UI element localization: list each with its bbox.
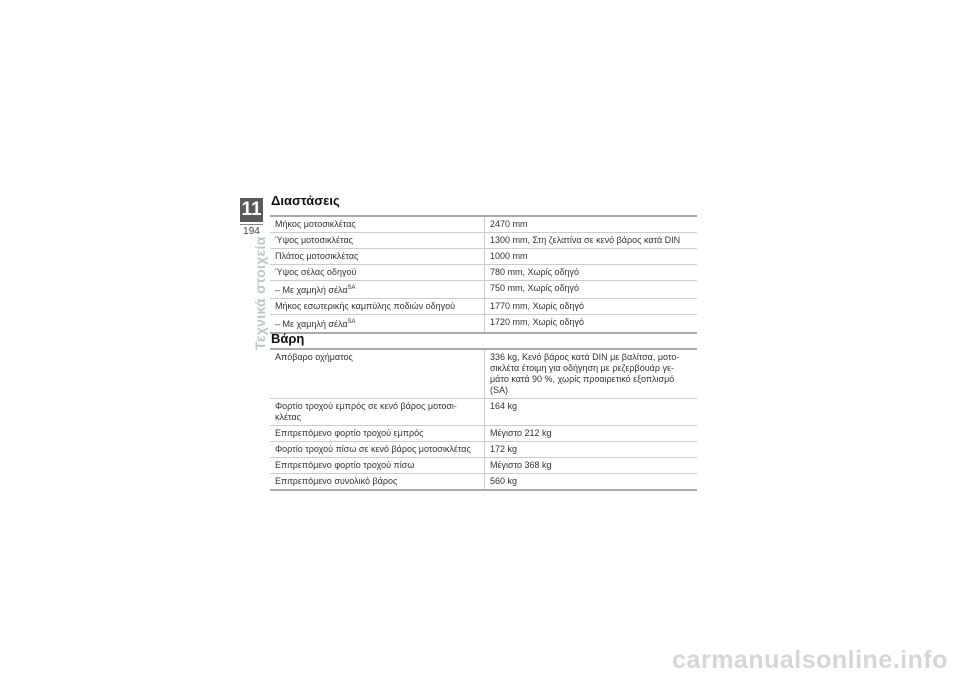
label-text: Μήκος εσωτερικής καμπύλης ποδιών οδηγού (275, 301, 456, 311)
weights-table (270, 348, 697, 491)
table-row (270, 249, 697, 265)
row-label (270, 233, 485, 249)
table-row (270, 399, 697, 426)
table-row (270, 474, 697, 491)
weights-heading: Βάρη (271, 331, 305, 346)
row-value: 1720 mm, Χωρίς οδηγό (490, 317, 585, 327)
page-number: 194 (240, 224, 263, 237)
label-text: – Με χαμηλή σέλα (275, 285, 348, 295)
row-value: 560 kg (490, 476, 518, 486)
row-value: 1000 mm (485, 249, 698, 265)
row-label (270, 474, 485, 491)
row-label (270, 216, 485, 233)
row-value: 336 kg, Κενό βάρος κατά DIN με βαλίτσα, μοτο-σικλέτα έτοιμη για οδήγηση με ρεζερβουάρ γε-μάτο κατά 90 %, χωρίς προαιρετικό εξοπλισμό (SA) (485, 349, 698, 399)
watermark: carmanualsonline.info (672, 646, 948, 674)
label-text: Ύψος μοτοσικλέτας (275, 235, 353, 245)
chapter-number: 11 (241, 199, 262, 220)
row-label (270, 399, 485, 426)
sa-superscript: SA (347, 319, 356, 325)
row-label (270, 265, 485, 281)
row-label (270, 458, 485, 474)
row-value: 2470 mm (485, 216, 698, 233)
label-text: Επιτρεπόμενο φορτίο τροχού εμπρός (275, 428, 424, 438)
label-text: Επιτρεπόμενο φορτίο τροχού πίσω (275, 460, 415, 470)
table-row (270, 426, 697, 442)
table-row (270, 315, 697, 334)
label-text: Απόβαρο οχήματος (275, 352, 353, 362)
label-text: Φορτίο τροχού εμπρός σε κενό βάρος μοτοσι-κλέτας (275, 401, 457, 422)
row-value: 750 mm, Χωρίς οδηγό (485, 281, 698, 299)
label-text: Πλάτος μοτοσικλέτας (275, 251, 359, 261)
row-label (270, 442, 485, 458)
label-text: Φορτίο τροχού πίσω σε κενό βάρος μοτοσικλέτας (275, 444, 471, 454)
table-row (270, 265, 697, 281)
row-label (270, 426, 485, 442)
table-row (270, 216, 697, 233)
label-text: Μήκος μοτοσικλέτας (275, 219, 356, 229)
table-row (270, 299, 697, 315)
row-value: Μέγιστο 368 kg (485, 458, 698, 474)
row-value: 172 kg (485, 442, 698, 458)
row-value: 1300 mm, Στη ζελατίνα σε κενό βάρος κατά DIN (485, 233, 698, 249)
row-label (270, 299, 485, 315)
row-value: 780 mm, Χωρίς οδηγό (485, 265, 698, 281)
sa-superscript: SA (347, 285, 356, 291)
table-row (270, 458, 697, 474)
label-text: – Με χαμηλή σέλα (275, 319, 348, 329)
row-value: 1770 mm, Χωρίς οδηγό (485, 299, 698, 315)
table-row (270, 349, 697, 399)
row-label (270, 281, 485, 299)
dimensions-table (270, 215, 697, 334)
row-value: 164 kg (485, 399, 698, 426)
label-text: Επιτρεπόμενο συνολικό βάρος (275, 476, 398, 486)
table-row (270, 442, 697, 458)
row-value: Μέγιστο 212 kg (485, 426, 698, 442)
row-label (270, 349, 485, 399)
table-row (270, 281, 697, 299)
table-row (270, 233, 697, 249)
side-section-title: Τεχνικά στοιχεία (252, 236, 268, 350)
label-text: Ύψος σέλας οδηγού (275, 267, 357, 277)
dimensions-heading: Διαστάσεις (271, 193, 340, 208)
row-label (270, 249, 485, 265)
